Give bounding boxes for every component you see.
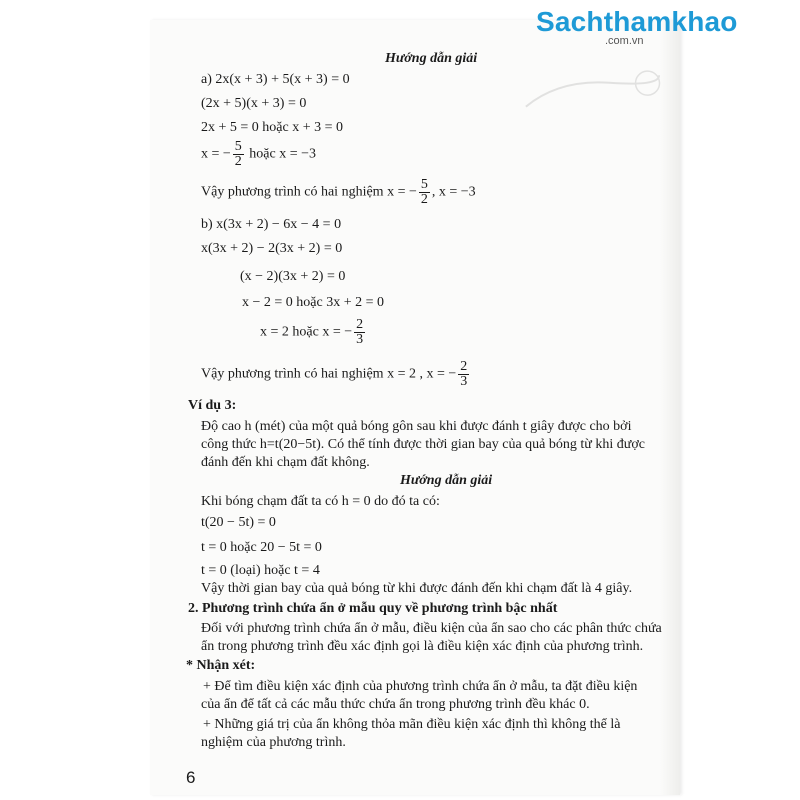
remark-line-1: + Để tìm điều kiện xác định của phương trình chứa ẩn ở mẫu, ta đặt điều kiện [203,679,638,694]
eq-b4: x − 2 = 0 hoặc 3x + 2 = 0 [242,295,385,310]
eq-a3: 2x + 5 = 0 hoặc x + 3 = 0 [201,120,344,135]
remark-title: * Nhận xét: [186,658,256,673]
fraction-2-3: $\frac{2}{3}$ [356,317,364,347]
eq-a2: (2x + 5)(x + 3) = 0 [201,96,307,111]
problem-line-3: đánh đến khi chạm đất không. [201,455,370,470]
brand-domain: .com.vn [605,35,644,47]
remark-line-2: của ẩn để tất cả các mẫu thức chứa ẩn trong phương trình đều khác 0. [201,697,590,712]
page-number: 6 [186,768,196,787]
brand-logo: Sachthamkhao [536,6,738,37]
eq-b2: x(3x + 2) − 2(3x + 2) = 0 [201,241,343,256]
solution-heading-2: Hướng dẫn giải [400,473,493,488]
eq-a1: a) 2x(x + 3) + 5(x + 3) = 0 [201,72,350,87]
section-2-title: 2. Phương trình chứa ẩn ở mẫu quy về phương trình bậc nhất [188,601,558,616]
eq-b1: b) x(3x + 2) − 6x − 4 = 0 [201,217,342,232]
remark-line-4: nghiệm của phương trình. [201,735,346,750]
problem-line-1: Độ cao h (mét) của một quả bóng gôn sau khi được đánh t giây được cho bởi [201,419,632,434]
fraction-5-2: $\frac{5}{2}$ [234,139,242,169]
eq-b5: x = 2 hoặc x = − $\frac{2}{3}$ [260,317,364,347]
solution-heading-1: Hướng dẫn giải [385,51,478,66]
problem-line-2: công thức h=t(20−5t). Có thể tính được thời gian bay của quả bóng từ khi được [201,437,645,452]
solution-line-1: Khi bóng chạm đất ta có h = 0 do đó ta có: [201,494,440,509]
fraction-2-3: $\frac{2}{3}$ [460,359,468,389]
conclusion-b: Vậy phương trình có hai nghiệm x = 2 , x = − $\frac{2}{3}$ [201,359,468,389]
conclusion-a: Vậy phương trình có hai nghiệm x = − $\frac{5}{2}$ , x = −3 [201,177,476,207]
page-edge-shadow [660,20,680,795]
eq-a4: x = − $\frac{5}{2}$ hoặc x = −3 [201,139,317,169]
definition-line-1: Đối với phương trình chứa ẩn ở mẫu, điều kiện của ẩn sao cho các phân thức chứa [201,621,662,636]
example-3-title: Ví dụ 3: [188,398,237,413]
fraction-5-2: $\frac{5}{2}$ [420,177,428,207]
solution-line-2: t(20 − 5t) = 0 [201,515,276,530]
eq-b3: (x − 2)(3x + 2) = 0 [240,269,346,284]
solution-line-4: t = 0 (loại) hoặc t = 4 [201,563,320,578]
solution-line-5: Vậy thời gian bay của quả bóng từ khi được đánh đến khi chạm đất là 4 giây. [201,581,633,596]
remark-line-3: + Những giá trị của ẩn không thỏa mãn điều kiện xác định thì không thể là [203,717,621,732]
definition-line-2: ẩn trong phương trình đều xác định gọi là điều kiện xác định của phương trình. [201,639,644,654]
solution-line-3: t = 0 hoặc 20 − 5t = 0 [201,540,322,555]
